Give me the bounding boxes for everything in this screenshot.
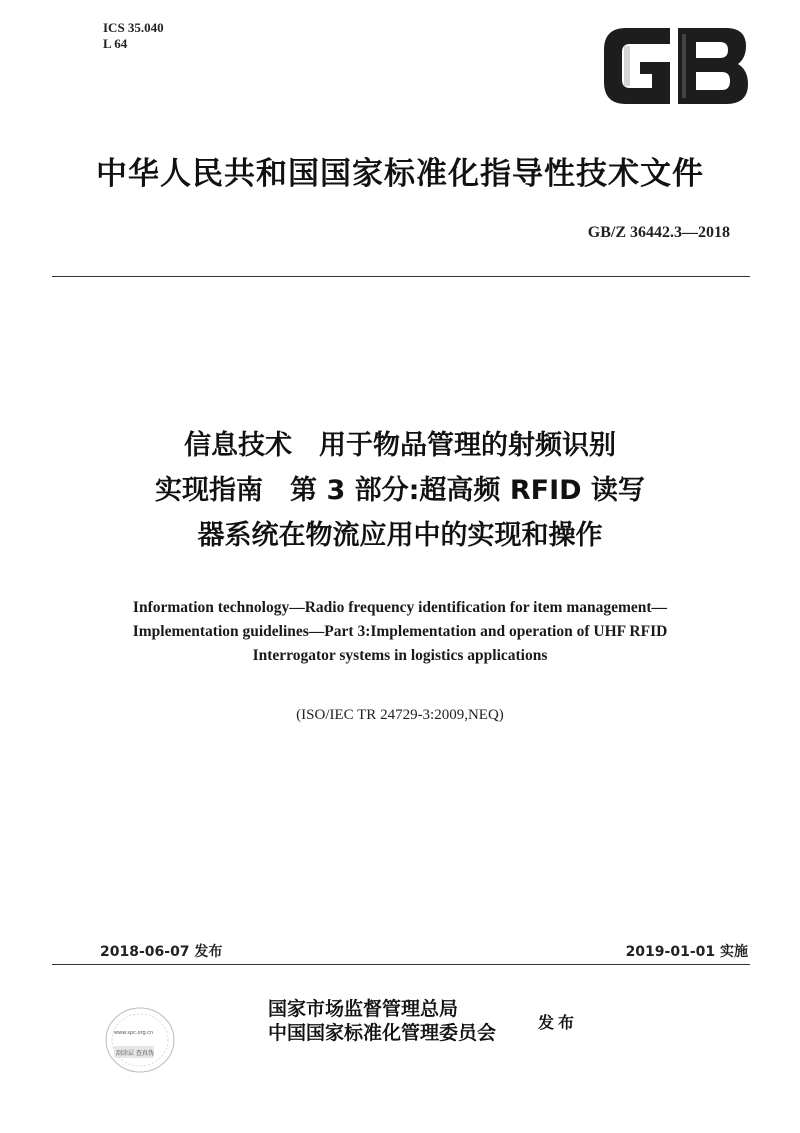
header-divider — [52, 276, 750, 277]
ccs-code: L 64 — [103, 36, 128, 51]
title-english-line: Interrogator systems in logistics applications — [252, 647, 548, 664]
issue-label: 发布 — [538, 1013, 579, 1032]
standard-number: GB/Z 36442.3—2018 — [587, 224, 730, 241]
stamp-verify-label: 刮涂层 查真伪 — [116, 1050, 154, 1057]
classification-codes — [103, 20, 164, 52]
document-type-heading: 中华人民共和国国家标准化指导性技术文件 — [96, 156, 704, 192]
adoption-reference: (ISO/IEC TR 24729-3:2009,NEQ) — [296, 707, 504, 723]
title-english — [0, 596, 800, 668]
title-chinese — [0, 423, 800, 558]
gb-standard-logo-icon — [600, 18, 752, 114]
issuer-samr: 国家市场监督管理总局 — [268, 998, 459, 1020]
title-english-line: Implementation guidelines—Part 3:Implementation and operation of UHF RFID — [132, 623, 668, 640]
issue-date: 2018-06-07 发布 — [100, 944, 223, 960]
title-english-line: Information technology—Radio frequency identification for item management— — [132, 599, 668, 616]
anti-counterfeit-stamp-icon — [100, 1000, 192, 1080]
stamp-url: www.spc.org.cn — [114, 1030, 154, 1036]
title-chinese-line: 器系统在物流应用中的实现和操作 — [197, 520, 603, 551]
title-chinese-line: 实现指南 第 3 部分:超高频 RFID 读写 — [155, 475, 645, 506]
issuing-authorities — [268, 997, 496, 1045]
footer-divider — [52, 964, 750, 965]
implementation-date: 2019-01-01 实施 — [625, 944, 748, 960]
ics-code: ICS 35.040 — [103, 20, 164, 35]
title-chinese-line: 信息技术 用于物品管理的射频识别 — [184, 430, 616, 461]
issuer-sac: 中国国家标准化管理委员会 — [268, 1022, 497, 1044]
